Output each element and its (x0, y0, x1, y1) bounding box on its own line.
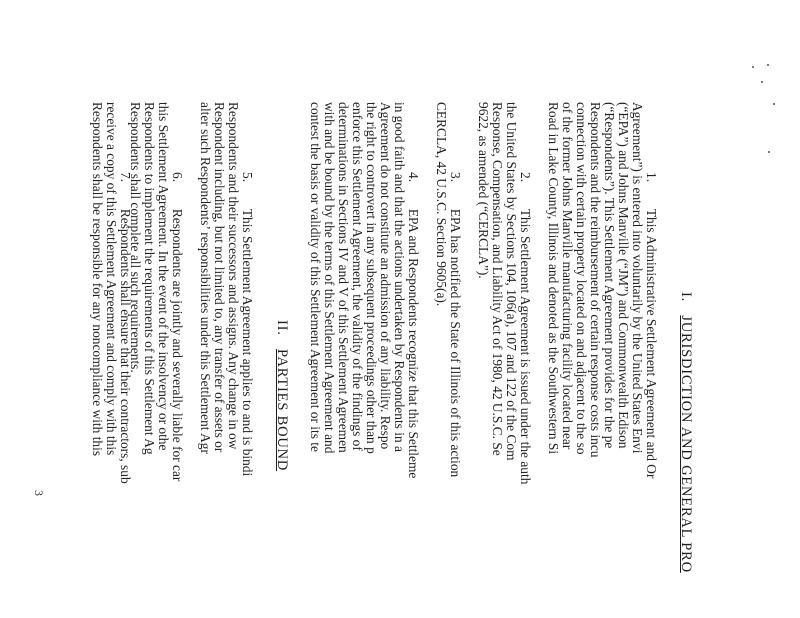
paragraph-line: Road in Lake County, Illinois and denoted as the Southwestern Si (546, 102, 561, 455)
paragraph-line: 1. This Administrative Settlement Agreement and Or (644, 172, 659, 479)
scan-speck (761, 81, 763, 83)
heading-text: PARTIES BOUND (274, 348, 290, 472)
scan-speck (752, 66, 754, 68)
paragraph-line: CERCLA, 42 U.S.C. Section 9605(a). (434, 102, 449, 307)
paragraph-line: contest the basis or validity of this Settlement Agreement or its te (308, 102, 323, 452)
paragraph-line: enforce this Settlement Agreement, the validity of the findings of (350, 102, 365, 451)
paragraph-line: with and be bound by the terms of this Settlement Agreement and (322, 102, 337, 454)
paragraph-line: Respondents and their successors and assigns. Any change in ow (226, 102, 241, 450)
section-heading-parties-bound (273, 320, 290, 471)
paragraph-line: 5. This Settlement Agreement applies to and is bindi (240, 172, 255, 477)
scan-speck (773, 103, 775, 105)
paragraph-line: 2. This Settlement Agreement is issued under the auth (518, 172, 533, 485)
paragraph-line: the United States by Sections 104, 106(a), 107 and 122 of the Com (504, 102, 519, 461)
paragraph-line: determinations in Sections IV and V of this Settlement Agreemen (336, 102, 351, 453)
rotated-text-frame (32, 0, 702, 618)
section-heading-jurisdiction (677, 292, 694, 573)
heading-numeral: I. (678, 292, 694, 303)
paragraph-line: receive a copy of this Settlement Agreement and comply with this (104, 102, 119, 456)
paragraph-line: 7. Respondents shall ensure that their contractors, sub (118, 172, 133, 484)
paragraph-line: (“Respondents”). This Settlement Agreement provides for the pe (602, 102, 617, 449)
heading-text: JURISDICTION AND GENERAL PRO (678, 315, 694, 573)
paragraph-line: Respondents and the reimbursement of certain response costs incu (588, 102, 603, 458)
paragraph-line: Respondents shall be responsible for any noncompliance with this (90, 102, 105, 457)
paragraph-line: the right to controvert in any subsequent proceedings other than p (364, 102, 379, 454)
scan-speck (768, 151, 770, 153)
paragraph-line: 9622, as amended (“CERCLA”). (476, 102, 491, 279)
paragraph-line: Response, Compensation, and Liability Act of 1980, 42 U.S.C. Se (490, 102, 505, 456)
paragraph-line: Respondents shall complete all such requirements. (128, 102, 143, 373)
paragraph-line: 4. EPA and Respondents recognize that this Settleme (406, 172, 421, 479)
heading-numeral: II. (274, 320, 290, 336)
paragraph-line: (“EPA”) and Johns Manville (“JM”) and Commonwealth Edison (616, 102, 631, 449)
paragraph-line: Respondent including, but not limited to, any transfer of assets or (212, 102, 227, 453)
paragraph-line: 3. EPA has notified the State of Illinois of this action (448, 172, 463, 478)
paragraph-line: this Settlement Agreement. In the event of the insolvency or othe (156, 102, 171, 451)
paragraph-line: alter such Respondents’ responsibilities under this Settlement Agr (198, 102, 213, 454)
paragraph-line: Respondents to implement the requirements of this Settlement Ag (142, 102, 157, 455)
paragraph-line: connection with certain property located on and adjacent to the so (574, 102, 589, 455)
paragraph-line: 6. Respondents are jointly and severally liable for car (170, 172, 185, 482)
paragraph-line: Agreement do not constitute an admission of any liability. Respo (378, 102, 393, 450)
paragraph-line: of the former Johns Manville manufacturing facility located near (560, 102, 575, 450)
paragraph-line: Agreement”) is entered into voluntarily by the United States Envi (630, 102, 645, 454)
scan-speck (767, 64, 769, 66)
page-number: 3 (32, 490, 46, 496)
paragraph-line: in good faith and that the actions undertaken by Respondents in a (392, 102, 407, 452)
